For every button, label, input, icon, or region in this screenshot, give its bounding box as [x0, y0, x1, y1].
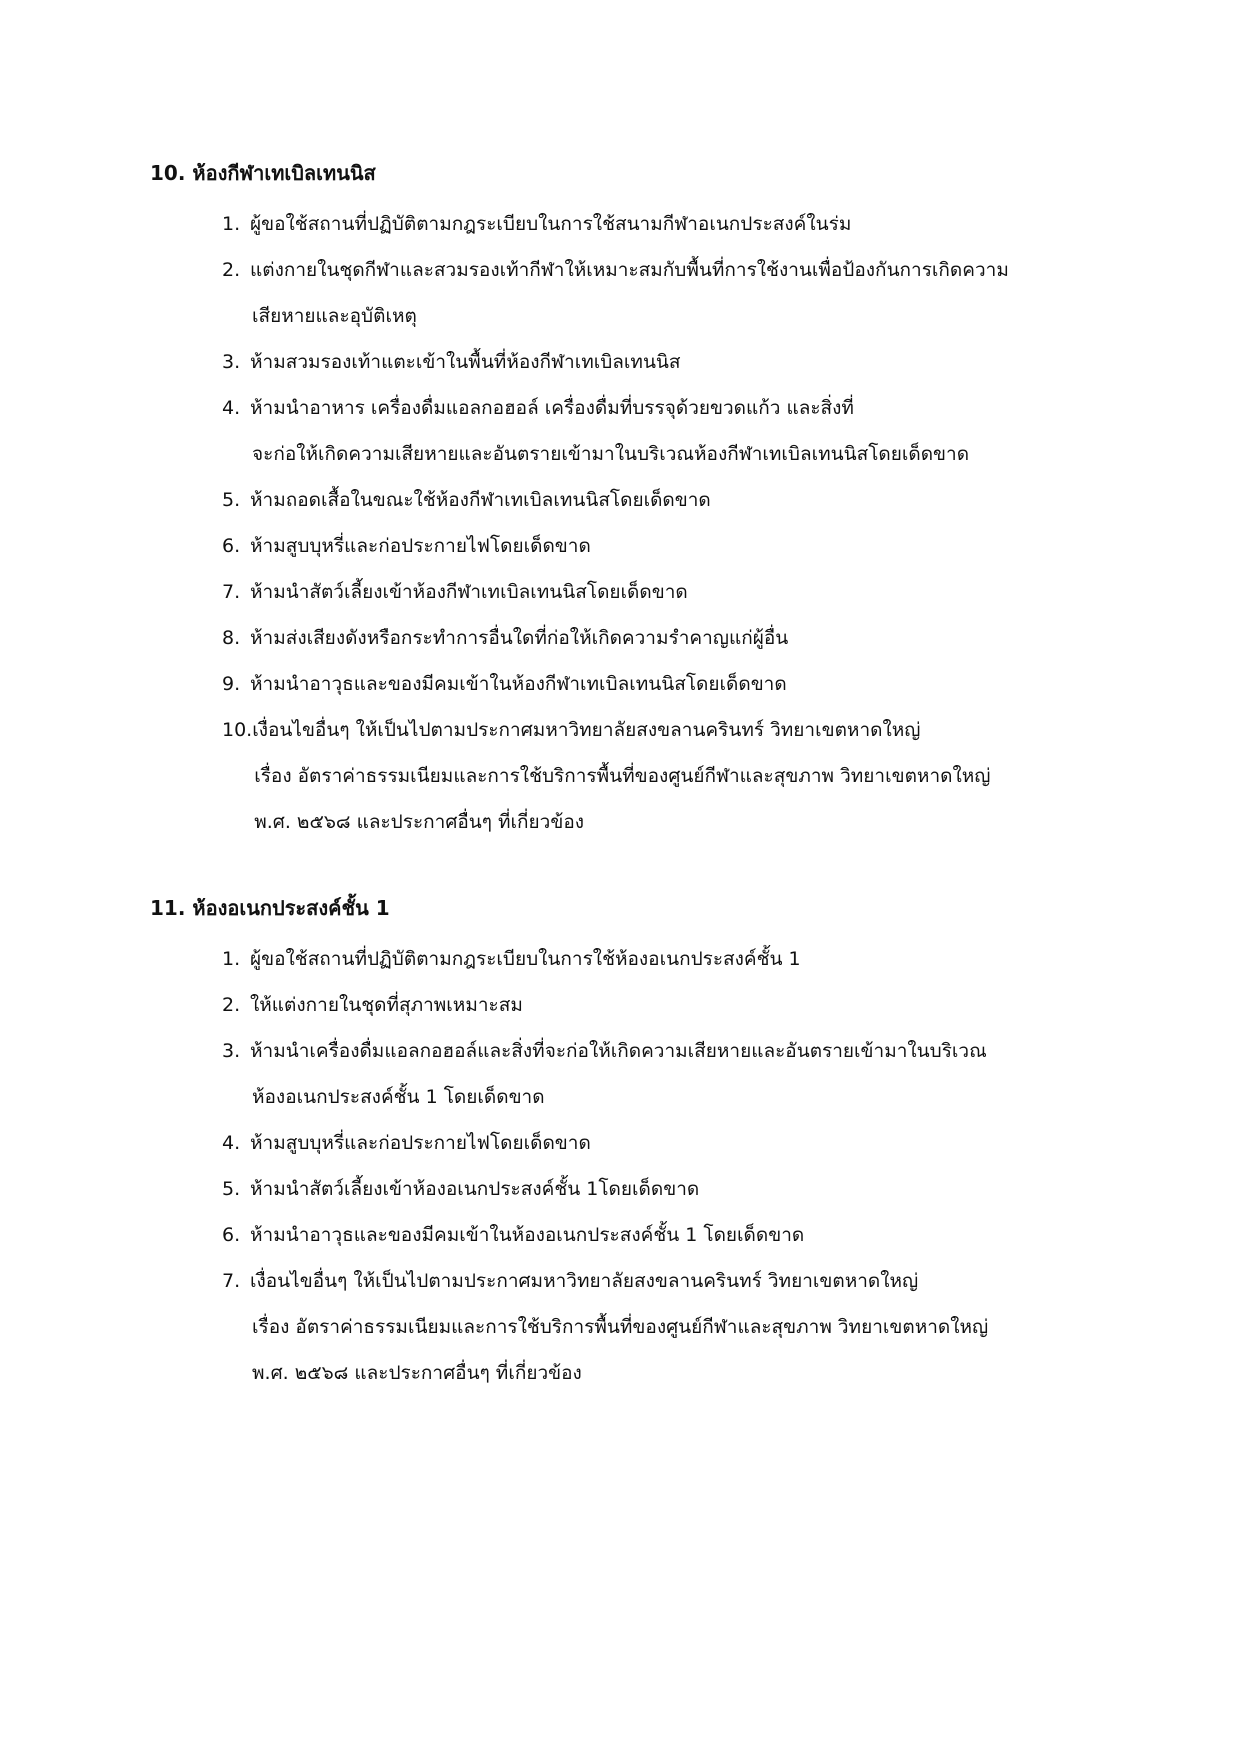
rule-text: ห้ามนำอาวุธและของมีคมเข้าในห้องอเนกประสงค์ชั้น 1 โดยเด็ดขาด — [250, 1224, 805, 1246]
section-number: 10. — [150, 161, 186, 185]
rule-text: แต่งกายในชุดกีฬาและสวมรองเท้ากีฬาให้เหมาะสมกับพื้นที่การใช้งานเพื่อป้องกันการเกิดความ — [250, 259, 1009, 281]
rule-item — [222, 1028, 1100, 1120]
rule-item — [222, 936, 1100, 982]
rule-text: ห้ามถอดเสื้อในขณะใช้ห้องกีฬาเทเบิลเทนนิสโดยเด็ดขาด — [250, 489, 711, 511]
rule-text: ห้ามสวมรองเท้าแตะเข้าในพื้นที่ห้องกีฬาเทเบิลเทนนิส — [250, 351, 681, 373]
rule-item — [222, 247, 1100, 339]
rule-text-continued: เรื่อง อัตราค่าธรรมเนียมและการใช้บริการพื้นที่ของศูนย์กีฬาและสุขภาพ วิทยาเขตหาดใหญ่ — [252, 1316, 989, 1338]
rule-number: 7. — [222, 1270, 241, 1292]
rule-text: เงื่อนไขอื่นๆ ให้เป็นไปตามประกาศมหาวิทยาลัยสงขลานครินทร์ วิทยาเขตหาดใหญ่ — [250, 1270, 919, 1292]
rule-text: ห้ามสูบบุหรี่และก่อประกายไฟโดยเด็ดขาด — [250, 535, 591, 557]
rule-number: 7. — [222, 581, 241, 603]
rule-number: 5. — [222, 1178, 241, 1200]
section-number: 11. — [150, 896, 186, 920]
rule-text-continued: เรื่อง อัตราค่าธรรมเนียมและการใช้บริการพื้นที่ของศูนย์กีฬาและสุขภาพ วิทยาเขตหาดใหญ่ — [254, 765, 991, 787]
rules-list — [150, 201, 1100, 845]
rule-text: ห้ามนำสัตว์เลี้ยงเข้าห้องกีฬาเทเบิลเทนนิสโดยเด็ดขาด — [250, 581, 688, 603]
rule-text: ห้ามสูบบุหรี่และก่อประกายไฟโดยเด็ดขาด — [250, 1132, 591, 1154]
rule-item — [222, 1212, 1100, 1258]
section-heading — [150, 155, 1100, 191]
rule-text: ห้ามนำอาวุธและของมีคมเข้าในห้องกีฬาเทเบิลเทนนิสโดยเด็ดขาด — [250, 673, 787, 695]
rule-item — [222, 1258, 1100, 1396]
rule-item — [222, 615, 1100, 661]
section-title: ห้องกีฬาเทเบิลเทนนิส — [192, 161, 376, 185]
rule-text: ให้แต่งกายในชุดที่สุภาพเหมาะสม — [250, 994, 523, 1016]
rule-item — [222, 339, 1100, 385]
rule-item — [222, 569, 1100, 615]
rule-item — [222, 707, 1100, 845]
rule-text: เงื่อนไขอื่นๆ ให้เป็นไปตามประกาศมหาวิทยาลัยสงขลานครินทร์ วิทยาเขตหาดใหญ่ — [252, 719, 921, 741]
rules-list — [150, 936, 1100, 1396]
rule-number: 6. — [222, 535, 241, 557]
rule-number: 2. — [222, 259, 241, 281]
rule-item — [222, 385, 1100, 477]
rule-text: ห้ามนำเครื่องดื่มแอลกอฮอล์และสิ่งที่จะก่อให้เกิดความเสียหายและอันตรายเข้ามาในบริเวณ — [250, 1040, 987, 1062]
rule-text: ผู้ขอใช้สถานที่ปฏิบัติตามกฎระเบียบในการใช้สนามกีฬาอเนกประสงค์ในร่ม — [250, 213, 852, 235]
section-heading — [150, 890, 1100, 926]
rule-item — [222, 523, 1100, 569]
rule-number: 4. — [222, 397, 241, 419]
rule-text: ห้ามนำอาหาร เครื่องดื่มแอลกอฮอล์ เครื่องดื่มที่บรรจุด้วยขวดแก้ว และสิ่งที่ — [250, 397, 854, 419]
rule-number: 5. — [222, 489, 241, 511]
rule-text-continued: ห้องอเนกประสงค์ชั้น 1 โดยเด็ดขาด — [252, 1086, 545, 1108]
rule-number: 8. — [222, 627, 241, 649]
rule-item — [222, 477, 1100, 523]
rule-text-continued: เสียหายและอุบัติเหตุ — [252, 305, 417, 327]
rule-text: ห้ามส่งเสียงดังหรือกระทำการอื่นใดที่ก่อให้เกิดความรำคาญแก่ผู้อื่น — [250, 627, 789, 649]
rule-text-continued: พ.ศ. ๒๕๖๘ และประกาศอื่นๆ ที่เกี่ยวข้อง — [252, 1362, 582, 1384]
rule-number: 1. — [222, 948, 241, 970]
rule-item — [222, 982, 1100, 1028]
rule-number: 1. — [222, 213, 241, 235]
rule-number: 10. — [222, 719, 253, 741]
rule-text: ผู้ขอใช้สถานที่ปฏิบัติตามกฎระเบียบในการใช้ห้องอเนกประสงค์ชั้น 1 — [250, 948, 801, 970]
section-multipurpose-room — [150, 890, 1100, 1396]
rule-item — [222, 1120, 1100, 1166]
rule-number: 3. — [222, 351, 241, 373]
rule-number: 9. — [222, 673, 241, 695]
section-title: ห้องอเนกประสงค์ชั้น 1 — [192, 896, 390, 920]
rule-item — [222, 1166, 1100, 1212]
rule-text-continued: พ.ศ. ๒๕๖๘ และประกาศอื่นๆ ที่เกี่ยวข้อง — [254, 811, 585, 833]
rule-item — [222, 201, 1100, 247]
rule-text: ห้ามนำสัตว์เลี้ยงเข้าห้องอเนกประสงค์ชั้น 1โดยเด็ดขาด — [250, 1178, 700, 1200]
rule-number: 3. — [222, 1040, 241, 1062]
rule-number: 2. — [222, 994, 241, 1016]
section-table-tennis-room — [150, 155, 1100, 845]
rule-item — [222, 661, 1100, 707]
rule-text-continued: จะก่อให้เกิดความเสียหายและอันตรายเข้ามาในบริเวณห้องกีฬาเทเบิลเทนนิสโดยเด็ดขาด — [252, 443, 970, 465]
rule-number: 4. — [222, 1132, 241, 1154]
rule-number: 6. — [222, 1224, 241, 1246]
